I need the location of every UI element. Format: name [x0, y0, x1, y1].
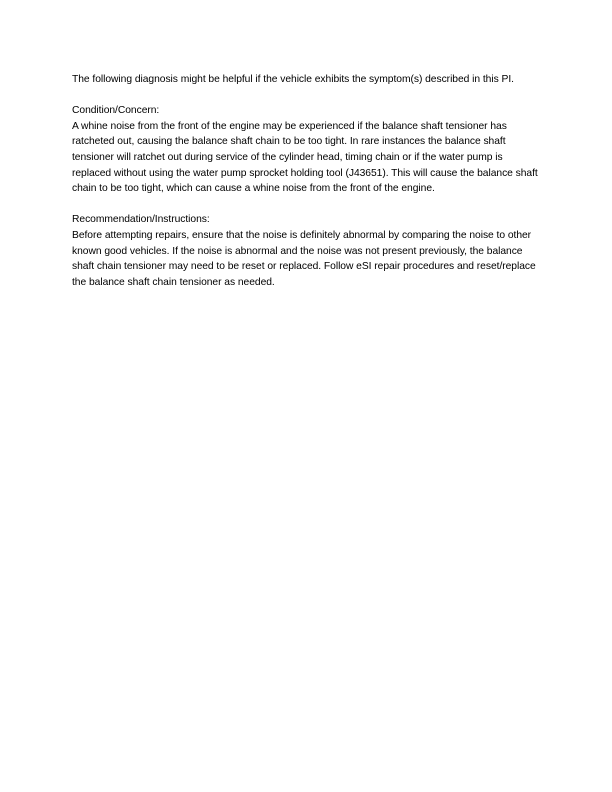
document-body [72, 72, 542, 290]
recommendation-heading: Recommendation/Instructions: [72, 214, 210, 226]
condition-line: A whine noise from the front of the engine may be experienced if the balance shaft tensioner has [72, 120, 507, 132]
condition-body [72, 119, 542, 197]
recommendation-line: shaft chain tensioner may need to be reset or replaced. Follow eSI repair procedures and reset/replace [72, 261, 536, 273]
recommendation-body [72, 228, 542, 290]
condition-line: chain to be too tight, which can cause a whine noise from the front of the engine. [72, 183, 435, 195]
condition-heading: Condition/Concern: [72, 105, 160, 117]
condition-line: replaced without using the water pump sprocket holding tool (J43651). This will cause the balance shaft [72, 167, 538, 179]
intro-text: The following diagnosis might be helpful if the vehicle exhibits the symptom(s) described in this PI. [72, 74, 514, 85]
condition-line: tensioner will ratchet out during service of the cylinder head, timing chain or if the water pump is [72, 151, 503, 163]
paragraph-gap [72, 88, 542, 104]
recommendation-line: the balance shaft chain tensioner as needed. [72, 276, 275, 288]
recommendation-line: Before attempting repairs, ensure that the noise is definitely abnormal by comparing the noise to other [72, 229, 532, 241]
condition-line: ratcheted out, causing the balance shaft chain to be too tight. In rare instances the balance shaft [72, 136, 506, 148]
paragraph-gap [72, 197, 542, 213]
recommendation-line: known good vehicles. If the noise is abnormal and the noise was not present previously, the balance [72, 245, 523, 257]
